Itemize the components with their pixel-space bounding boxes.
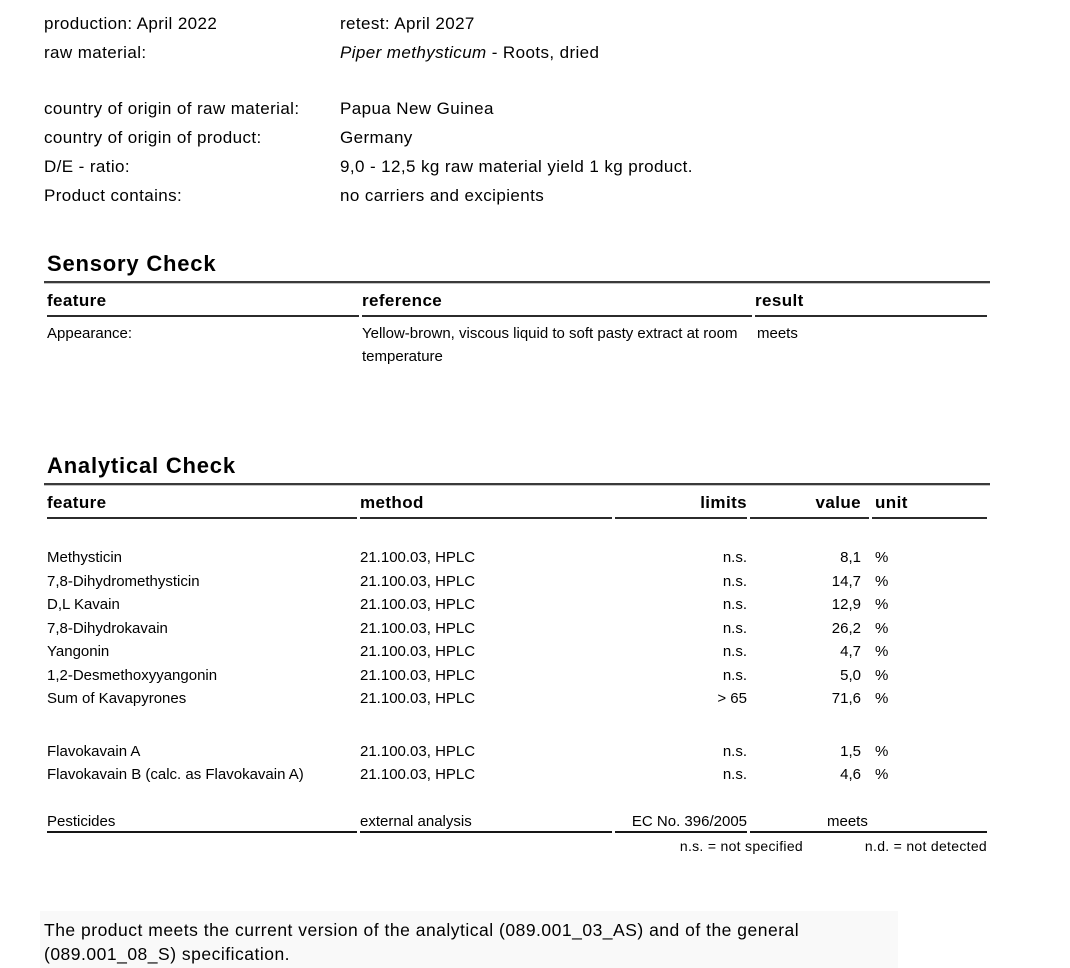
- column-header-feature: feature: [47, 486, 357, 519]
- origin-product-value: Germany: [340, 128, 413, 147]
- cell-unit: %: [875, 549, 889, 566]
- info-row-production: [44, 9, 990, 38]
- footnote-not-specified: n.s. = not specified: [679, 837, 803, 854]
- cell-value: 5,0: [840, 666, 861, 684]
- cell-feature: 7,8-Dihydromethysticin: [47, 572, 200, 590]
- table-row-appearance: [47, 317, 987, 368]
- botanical-name: Piper methysticum: [340, 43, 487, 62]
- table-row-desmethoxyyangonin: [47, 664, 987, 688]
- sensory-header-row: [47, 284, 987, 317]
- table-spacer: [47, 711, 987, 740]
- table-row-yangonin: [47, 640, 987, 664]
- cell-unit: %: [875, 766, 889, 783]
- cell-feature: 7,8-Dihydrokavain: [47, 619, 168, 637]
- cell-method: 21.100.03, HPLC: [360, 766, 476, 783]
- info-row-product-contains: [44, 181, 990, 210]
- cell-method: 21.100.03, HPLC: [360, 596, 476, 613]
- footnote-not-detected: n.d. = not detected: [864, 837, 987, 854]
- cell-unit: %: [875, 619, 889, 637]
- retest-date: retest: April 2027: [340, 14, 475, 33]
- cell-method: external analysis: [360, 812, 612, 833]
- cell-feature: D,L Kavain: [47, 596, 120, 613]
- cell-method: 21.100.03, HPLC: [360, 643, 476, 660]
- column-header-limits: limits: [615, 486, 747, 519]
- product-contains-label: Product contains:: [44, 186, 183, 205]
- column-header-reference: reference: [362, 284, 752, 317]
- cell-value: 4,7: [840, 643, 861, 660]
- cell-limits: n.s.: [722, 619, 747, 637]
- cell-limits: n.s.: [722, 643, 747, 660]
- cell-feature: Appearance:: [47, 325, 133, 342]
- analytical-header-row: [47, 486, 987, 519]
- de-ratio-value: 9,0 - 12,5 kg raw material yield 1 kg product.: [340, 157, 693, 176]
- info-row-origin-raw: [44, 94, 990, 123]
- sensory-check-title: Sensory Check: [44, 251, 990, 283]
- cell-method: 21.100.03, HPLC: [360, 572, 476, 590]
- cell-limits: EC No. 396/2005: [615, 812, 747, 833]
- info-row-de-ratio: [44, 152, 990, 181]
- cell-feature: Flavokavain B (calc. as Flavokavain A): [47, 766, 304, 783]
- cell-feature: Pesticides: [47, 812, 357, 833]
- info-row-raw-material: [44, 38, 990, 67]
- cell-limits: n.s.: [722, 549, 747, 566]
- table-row-flavokavain-a: [47, 740, 987, 764]
- cell-value: 71,6: [831, 690, 861, 707]
- table-spacer: [47, 787, 987, 812]
- cell-value: 4,6: [840, 766, 861, 783]
- cell-unit: %: [875, 572, 889, 590]
- product-info-block: [44, 9, 990, 210]
- cell-limits: n.s.: [722, 666, 747, 684]
- table-row-dl-kavain: [47, 593, 987, 617]
- specification-note-text: The product meets the current version of the analytical (089.001_03_AS) and of the general (089.001_08_S) specification.: [44, 920, 800, 964]
- cell-unit: %: [875, 596, 889, 613]
- cell-limits: n.s.: [722, 742, 747, 760]
- table-spacer: [47, 519, 987, 546]
- cell-limits: n.s.: [722, 766, 747, 783]
- analytical-check-table: [44, 486, 990, 833]
- column-header-unit: unit: [872, 486, 987, 519]
- raw-material-form: - Roots, dried: [486, 43, 600, 62]
- table-row-pesticides: [47, 812, 987, 833]
- cell-unit: %: [875, 643, 889, 660]
- cell-method: 21.100.03, HPLC: [360, 666, 476, 684]
- table-row-flavokavain-b: [47, 763, 987, 787]
- cell-limits: n.s.: [722, 596, 747, 613]
- cell-unit: %: [875, 666, 889, 684]
- cell-value: 12,9: [831, 596, 861, 613]
- cell-unit: %: [875, 690, 889, 707]
- production-date: production: April 2022: [44, 14, 218, 33]
- column-header-method: method: [360, 486, 612, 519]
- raw-material-label: raw material:: [44, 43, 147, 62]
- cell-unit: %: [875, 742, 889, 760]
- origin-raw-label: country of origin of raw material:: [44, 99, 300, 118]
- cell-method: 21.100.03, HPLC: [360, 549, 476, 566]
- cell-result: meets: [757, 325, 798, 342]
- table-footnotes: [44, 838, 990, 854]
- column-header-feature: feature: [47, 284, 359, 317]
- cell-value: 8,1: [840, 549, 861, 566]
- table-row-sum-kavapyrones: [47, 687, 987, 711]
- raw-material-value: [340, 38, 599, 67]
- cell-method: 21.100.03, HPLC: [360, 742, 476, 760]
- product-contains-value: no carriers and excipients: [340, 186, 545, 205]
- cell-feature: Flavokavain A: [47, 742, 141, 760]
- table-row-dihydrokavain: [47, 617, 987, 641]
- cell-method: 21.100.03, HPLC: [360, 690, 476, 707]
- cell-method: 21.100.03, HPLC: [360, 619, 476, 637]
- cell-value: 1,5: [840, 742, 861, 760]
- cell-limits: > 65: [717, 690, 747, 707]
- origin-product-label: country of origin of product:: [44, 128, 262, 147]
- table-row-dihydromethysticin: [47, 570, 987, 594]
- column-header-value: value: [750, 486, 869, 519]
- de-ratio-label: D/E - ratio:: [44, 157, 131, 176]
- cell-value: 26,2: [831, 619, 861, 637]
- column-header-result: result: [755, 284, 987, 317]
- cell-value: 14,7: [831, 572, 861, 590]
- cell-feature: Yangonin: [47, 643, 110, 660]
- specification-note-box: [40, 911, 898, 968]
- cell-feature: 1,2-Desmethoxyyangonin: [47, 666, 218, 684]
- cell-feature: Methysticin: [47, 549, 123, 566]
- origin-raw-value: Papua New Guinea: [340, 99, 494, 118]
- cell-feature: Sum of Kavapyrones: [47, 690, 187, 707]
- sensory-check-table: [44, 284, 990, 368]
- table-row-methysticin: [47, 546, 987, 570]
- cell-reference: Yellow-brown, viscous liquid to soft pasty extract at room temperature: [362, 325, 738, 365]
- cell-limits: n.s.: [722, 572, 747, 590]
- info-spacer: [44, 67, 990, 94]
- cell-result: meets: [750, 812, 987, 833]
- info-row-origin-product: [44, 123, 990, 152]
- analytical-check-title: Analytical Check: [44, 453, 990, 485]
